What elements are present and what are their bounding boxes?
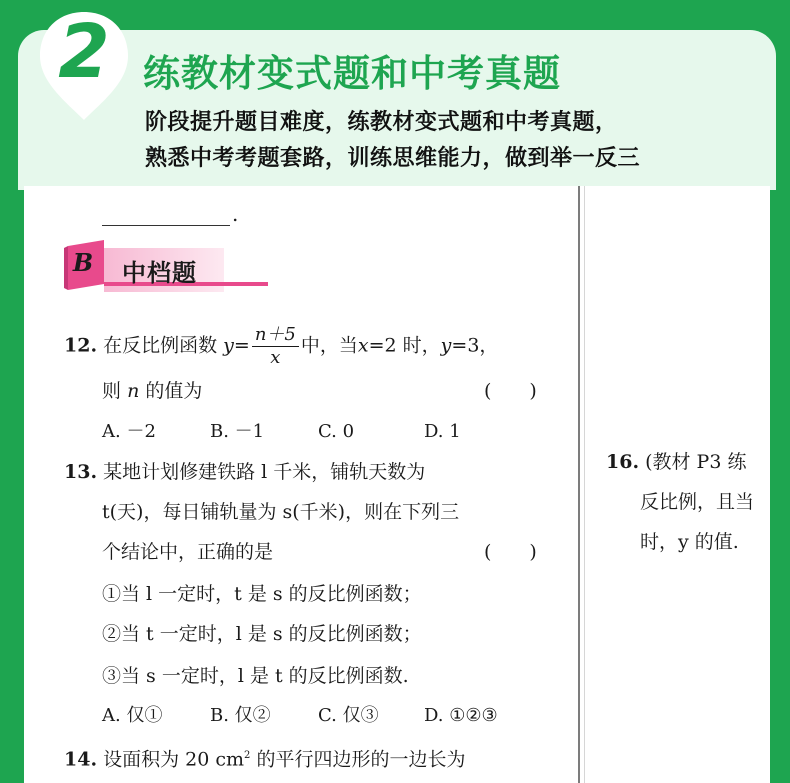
question-16-line-3: 时，y 的值.	[640, 531, 739, 553]
q12-option-b: B. －1	[210, 421, 265, 442]
q12-text-post: 中，当	[300, 334, 358, 357]
question-16-line-2: 反比例，且当	[640, 491, 755, 513]
column-divider-shadow	[584, 186, 585, 783]
section-title: 练教材变式题和中考真题	[143, 52, 561, 95]
q12-cond-x-val: =2 时，	[368, 334, 441, 357]
q12-line2-pre: 则	[102, 380, 122, 402]
question-13-line-1	[64, 458, 425, 486]
q12-option-a: A. －2	[102, 421, 156, 442]
q12-text-pre: 在反比例函数	[103, 334, 218, 357]
subtitle-line-2: 熟悉中考考题套路，训练思维能力，做到举一反三	[145, 146, 641, 171]
q14-text-pre: 设面积为 20 cm	[103, 748, 245, 771]
subtitle-line-1: 阶段提升题目难度，练教材变式题和中考真题，	[145, 110, 618, 135]
q13-statement-3: ③当 s 一定时，l 是 t 的反比例函数.	[102, 665, 409, 687]
question-14-number: 14.	[64, 748, 98, 771]
worksheet-page	[24, 186, 770, 783]
q13-statement-2: ②当 t 一定时，l 是 s 的反比例函数；	[102, 623, 422, 645]
answer-blank-line	[102, 225, 230, 226]
q12-option-c: C. 0	[318, 421, 355, 442]
question-16-line-1	[606, 448, 746, 476]
section-b-letter: B	[72, 248, 94, 277]
q12-var-y: y	[223, 334, 234, 357]
q13-option-c: C. 仅③	[318, 705, 379, 726]
q13-option-a: A. 仅①	[102, 705, 163, 726]
q12-fraction	[252, 324, 299, 369]
section-label: 中档题	[122, 258, 197, 287]
q12-line2-post: 的值为	[145, 380, 203, 402]
question-14-line-1	[64, 742, 465, 773]
question-13-line-2: t(天)，每日铺轨量为 s(千米)，则在下列三	[102, 501, 460, 523]
q12-option-d: D. 1	[424, 421, 461, 442]
q12-fraction-numerator: n＋5	[252, 324, 299, 347]
q14-text-post: 的平行四边形的一边长为	[250, 748, 466, 771]
question-13-number: 13.	[64, 461, 98, 483]
answer-blank-period: .	[232, 202, 239, 226]
question-12-number: 12.	[64, 334, 98, 357]
question-12-answer-paren: ( )	[484, 380, 537, 402]
q16-line1-text: (教材 P3 练	[645, 451, 747, 473]
q12-fraction-denominator: x	[270, 347, 281, 368]
q12-cond-x-var: x	[357, 334, 369, 357]
q12-cond-y-val: =3，	[451, 334, 499, 357]
question-13-line-3: 个结论中，正确的是	[102, 541, 274, 563]
q12-cond-y-var: y	[440, 334, 452, 357]
q14-superscript: 2	[244, 750, 251, 761]
q13-statement-1: ①当 l 一定时，t 是 s 的反比例函数；	[102, 583, 422, 605]
q13-option-d: D. ①②③	[424, 705, 498, 726]
question-16-number: 16.	[606, 451, 640, 473]
badge-number: 2	[58, 9, 110, 95]
question-12-line-1	[64, 324, 498, 369]
question-13-answer-paren: ( )	[484, 541, 537, 563]
question-12-line-2	[102, 377, 202, 405]
q12-equals: =	[233, 334, 250, 357]
q13-line1-text: 某地计划修建铁路 l 千米，铺轨天数为	[103, 461, 426, 483]
column-divider	[578, 186, 580, 783]
q12-var-n: n	[127, 380, 140, 402]
q13-option-b: B. 仅②	[210, 705, 271, 726]
